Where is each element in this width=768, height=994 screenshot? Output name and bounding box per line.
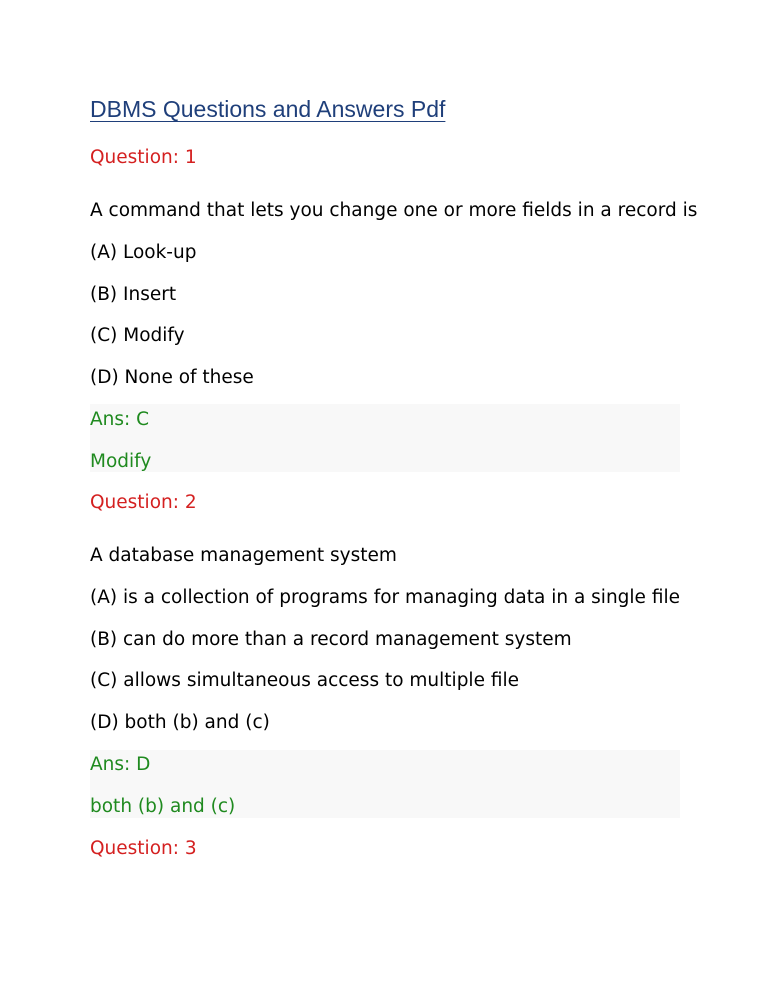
question-label: Question: 3 [90,838,197,859]
option-b: (B) can do more than a record management system [90,629,572,650]
answer-block [90,404,680,472]
answer-explanation: both (b) and (c) [90,796,236,817]
answer-label: Ans: D [90,754,151,775]
option-a: (A) Look-up [90,242,197,263]
answer-explanation: Modify [90,451,152,472]
option-c: (C) Modify [90,325,185,346]
page-title: DBMS Questions and Answers Pdf [90,96,446,122]
question-text: A command that lets you change one or more fields in a record is [90,200,698,221]
option-d: (D) both (b) and (c) [90,712,270,733]
option-d: (D) None of these [90,367,254,388]
question-label: Question: 2 [90,492,197,513]
answer-label: Ans: C [90,409,150,430]
option-c: (C) allows simultaneous access to multiple file [90,670,520,691]
question-text: A database management system [90,545,397,566]
question-label: Question: 1 [90,147,197,168]
option-a: (A) is a collection of programs for managing data in a single file [90,587,680,608]
option-b: (B) Insert [90,284,177,305]
